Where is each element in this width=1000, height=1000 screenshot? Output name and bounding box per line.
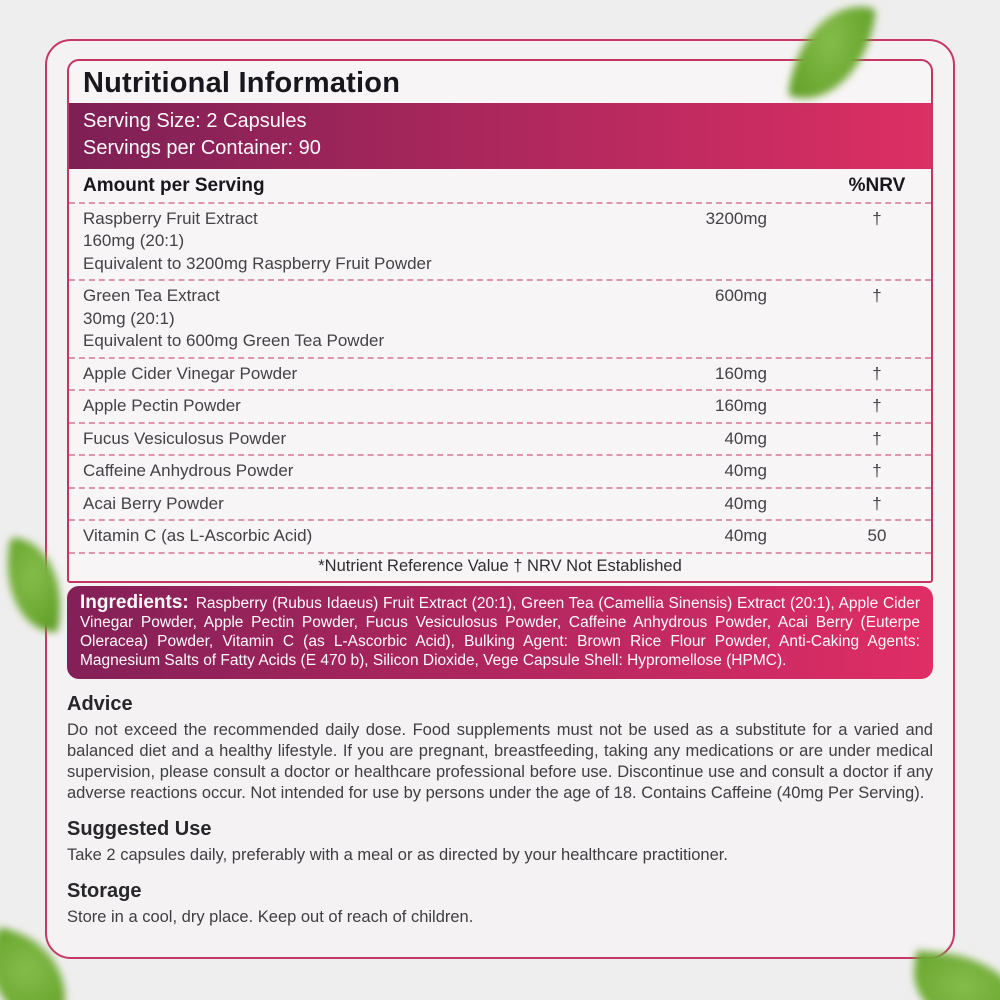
nrv-value: † <box>872 461 882 480</box>
ingredients-block <box>67 586 933 679</box>
serving-info-bar <box>69 103 931 169</box>
nrv-value: † <box>872 363 882 383</box>
table-row <box>69 487 931 520</box>
amount-value: 600mg <box>715 286 767 305</box>
serving-size-text: Serving Size: 2 Capsules <box>83 110 307 132</box>
nrv-value: † <box>872 396 882 415</box>
ingredients-text: Raspberry (Rubus Idaeus) Fruit Extract (20:1), Green Tea (Camellia Sinensis) Extract (20:1), Apple Cider Vinegar Powder, Apple Pectin Powder, Fucus Vesiculosus Powder, Caffeine Anhydrous Powder, Acai Berry (Euterpe Oleracea) Powder, Vitamin C (as L-Ascorbic Acid), Bulking Agent: Brown Rice Flour Powder, Anti-Caking Agents: Magnesium Salts of Fatty Acids (E 470 b), Silicon Dioxide, Vege Capsule Shell: Hypromellose (HPMC). <box>80 594 920 669</box>
table-header-row <box>69 169 931 202</box>
table-row <box>69 279 931 357</box>
ingredient-line: Green Tea Extract <box>83 286 220 305</box>
ingredient-line: Caffeine Anhydrous Powder <box>83 461 294 480</box>
amount-value: 40mg <box>724 428 767 448</box>
advice-section <box>67 693 933 804</box>
ingredient-line: Raspberry Fruit Extract <box>83 208 258 228</box>
table-row <box>69 454 931 487</box>
ingredient-name <box>83 363 657 386</box>
table-footnote: *Nutrient Reference Value † NRV Not Established <box>69 552 931 581</box>
nrv-value: † <box>872 286 882 305</box>
table-row <box>69 519 931 552</box>
suggested-use-heading: Suggested Use <box>67 817 212 840</box>
amount-value: 160mg <box>715 363 767 383</box>
suggested-use-section <box>67 818 933 866</box>
table-row <box>69 422 931 455</box>
ingredient-line: 160mg (20:1) <box>83 231 185 250</box>
suggested-use-body: Take 2 capsules daily, preferably with a meal or as directed by your healthcare practitioner. <box>67 845 728 864</box>
page-title: Nutritional Information <box>83 67 401 99</box>
ingredient-name <box>83 395 657 418</box>
column-header-nrv: %NRV <box>848 175 906 196</box>
storage-section <box>67 880 933 928</box>
table-row <box>69 357 931 390</box>
amount-value: 160mg <box>715 396 767 415</box>
table-row <box>69 202 931 280</box>
ingredient-line: Equivalent to 3200mg Raspberry Fruit Powder <box>83 253 432 273</box>
ingredients-label: Ingredients: <box>80 591 189 613</box>
leaf-icon <box>908 950 1000 1000</box>
ingredient-line: Apple Pectin Powder <box>83 396 241 415</box>
storage-body: Store in a cool, dry place. Keep out of reach of children. <box>67 907 474 926</box>
servings-per-container-text: Servings per Container: 90 <box>83 137 321 159</box>
ingredient-name <box>83 428 657 451</box>
amount-value: 3200mg <box>705 208 767 228</box>
advice-body: Do not exceed the recommended daily dose. Food supplements must not be used as a substitute for a varied and balanced diet and a healthy lifestyle. If you are pregnant, breastfeeding, taking any medications or are under medical supervision, please consult a doctor or healthcare professional before use. Discontinue use and consult a doctor if any adverse reactions occur. Not intended for use by persons under the age of 18. Contains Caffeine (40mg Per Serving). <box>67 720 933 802</box>
ingredient-line: 30mg (20:1) <box>83 308 175 328</box>
ingredient-name <box>83 493 657 516</box>
amount-value: 40mg <box>724 526 767 545</box>
advice-heading: Advice <box>67 692 133 715</box>
amount-value: 40mg <box>724 461 767 480</box>
ingredient-line: Vitamin C (as L-Ascorbic Acid) <box>83 526 313 545</box>
ingredient-line: Apple Cider Vinegar Powder <box>83 363 298 383</box>
ingredient-line: Equivalent to 600mg Green Tea Powder <box>83 331 385 350</box>
nrv-value: † <box>872 428 882 448</box>
nrv-value: † <box>872 208 882 228</box>
ingredient-name <box>83 460 657 483</box>
nrv-value: 50 <box>867 526 887 545</box>
ingredient-line: Fucus Vesiculosus Powder <box>83 428 287 448</box>
ingredient-line: Acai Berry Powder <box>83 493 224 513</box>
ingredient-name <box>83 525 657 548</box>
nrv-value: † <box>872 493 882 513</box>
amount-value: 40mg <box>724 493 767 513</box>
nutrition-table <box>67 59 933 583</box>
ingredient-name <box>83 208 657 276</box>
label-card <box>45 39 955 959</box>
ingredient-name <box>83 285 657 353</box>
column-header-amount-per-serving: Amount per Serving <box>83 175 265 197</box>
table-row <box>69 389 931 422</box>
storage-heading: Storage <box>67 879 142 902</box>
